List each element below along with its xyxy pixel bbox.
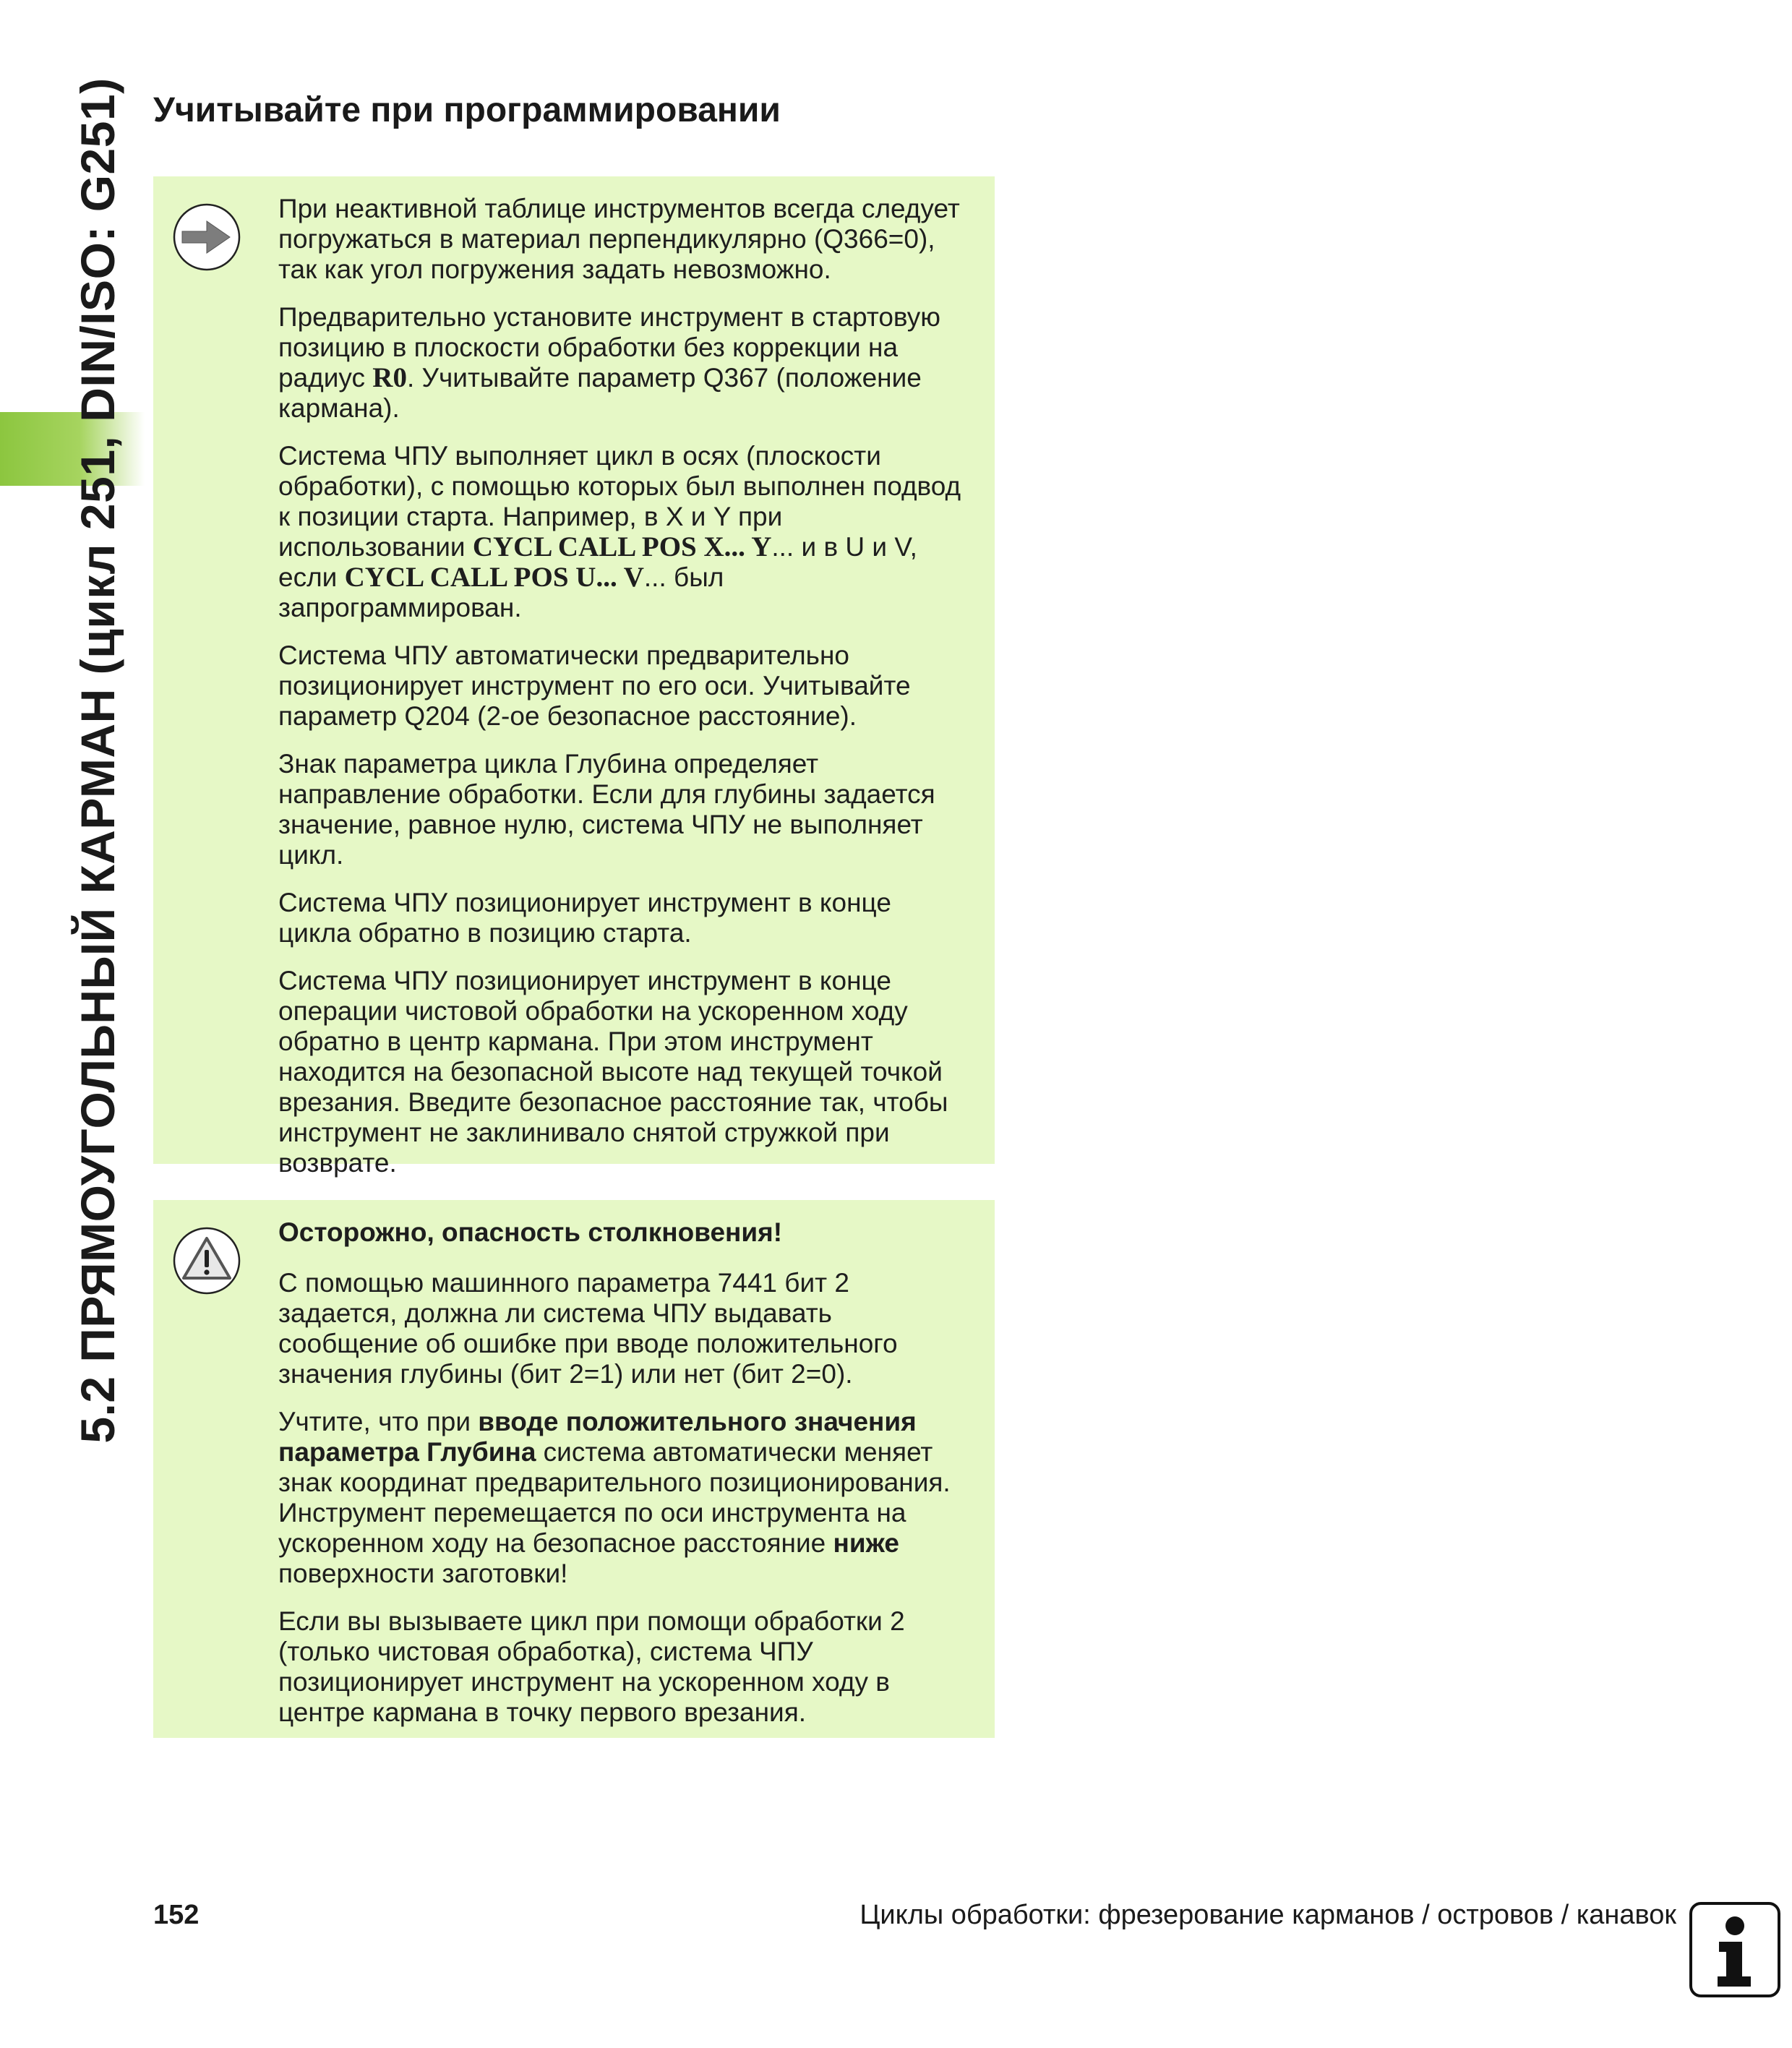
text-run: Учтите, что при — [278, 1407, 479, 1436]
note-paragraph: Система ЧПУ позиционирует инструмент в конце операции чистовой обработки на ускоренном ходу обратно в центр кармана. При этом инструмент находится на безопасной высоте над текущей точкой врезания. Введите безопасное расстояние так, чтобы инструмент не заклинивало снятой стружкой при возврате. — [278, 966, 948, 1178]
text-run: Система ЧПУ выполняет цикл в осях (плоскости обработки), с помощью которых был выполнен подвод к позиции старта. Например, в X и Y при использовании — [278, 441, 961, 562]
text-run: . Учитывайте параметр Q367 (положение кармана). — [278, 363, 922, 423]
text-run: поверхности заготовки! — [278, 1559, 568, 1588]
section-title-vertical: 5.2 ПРЯМОУГОЛЬНЫЙ КАРМАН (цикл 251, DIN/ISO: G251) — [71, 77, 124, 1444]
note-paragraph: Знак параметра цикла Глубина определяет направление обработки. Если для глубины задается значение, равное нулю, система ЧПУ не выполняет цикл. — [278, 749, 935, 870]
arrow-right-icon — [172, 202, 241, 272]
note-box — [153, 176, 995, 1178]
warning-title: Осторожно, опасность столкновения! — [278, 1217, 783, 1247]
emphasis-run: вводе положительного значения параметра Глубина — [278, 1407, 917, 1467]
code-run: R0 — [372, 362, 407, 393]
warning-box — [153, 1200, 995, 1738]
warning-paragraph: С помощью машинного параметра 7441 бит 2 задается, должна ли система ЧПУ выдавать сообщение об ошибке при вводе положительного значения глубины (бит 2=1) или нет (бит 2=0). — [278, 1268, 898, 1389]
note-paragraph — [278, 441, 970, 623]
warning-triangle-icon — [172, 1226, 241, 1295]
text-run: система автоматически меняет знак координат предварительного позиционирования. Инструмент перемещается по оси инструмента на ускоренном ходу на безопасное расстояние — [278, 1437, 951, 1558]
text-run: Предварительно установите инструмент в стартовую позицию в плоскости обработки без коррекции на радиус — [278, 302, 941, 393]
note-paragraph: Система ЧПУ позиционирует инструмент в конце цикла обратно в позицию старта. — [278, 888, 891, 948]
warning-paragraph: Если вы вызываете цикл при помощи обработки 2 (только чистовая обработка), система ЧПУ позиционирует инструмент на ускоренном ходу в центре кармана в точку первого врезания. — [278, 1606, 905, 1727]
note-paragraph — [278, 302, 970, 424]
warning-paragraph — [278, 1407, 970, 1589]
footer-chapter-title: Циклы обработки: фрезерование карманов / островов / канавок — [859, 1900, 1676, 1930]
page-heading: Учитывайте при программировании — [153, 91, 781, 129]
info-icon — [1689, 1901, 1781, 1998]
page-number: 152 — [153, 1900, 200, 1930]
code-run: CYCL CALL POS U... V — [344, 562, 644, 593]
text-run: ... был запрограммирован. — [278, 562, 724, 622]
emphasis-run: ниже — [833, 1528, 899, 1558]
code-run: CYCL CALL POS X... Y — [472, 531, 772, 562]
note-paragraph: При неактивной таблице инструментов всегда следует погружаться в материал перпендикулярно (Q366=0), так как угол погружения задать невозможно. — [278, 194, 960, 284]
text-run: ... и в U и V, если — [278, 532, 917, 592]
note-paragraph: Система ЧПУ автоматически предварительно позиционирует инструмент по его оси. Учитывайте параметр Q204 (2-ое безопасное расстояние). — [278, 640, 911, 731]
